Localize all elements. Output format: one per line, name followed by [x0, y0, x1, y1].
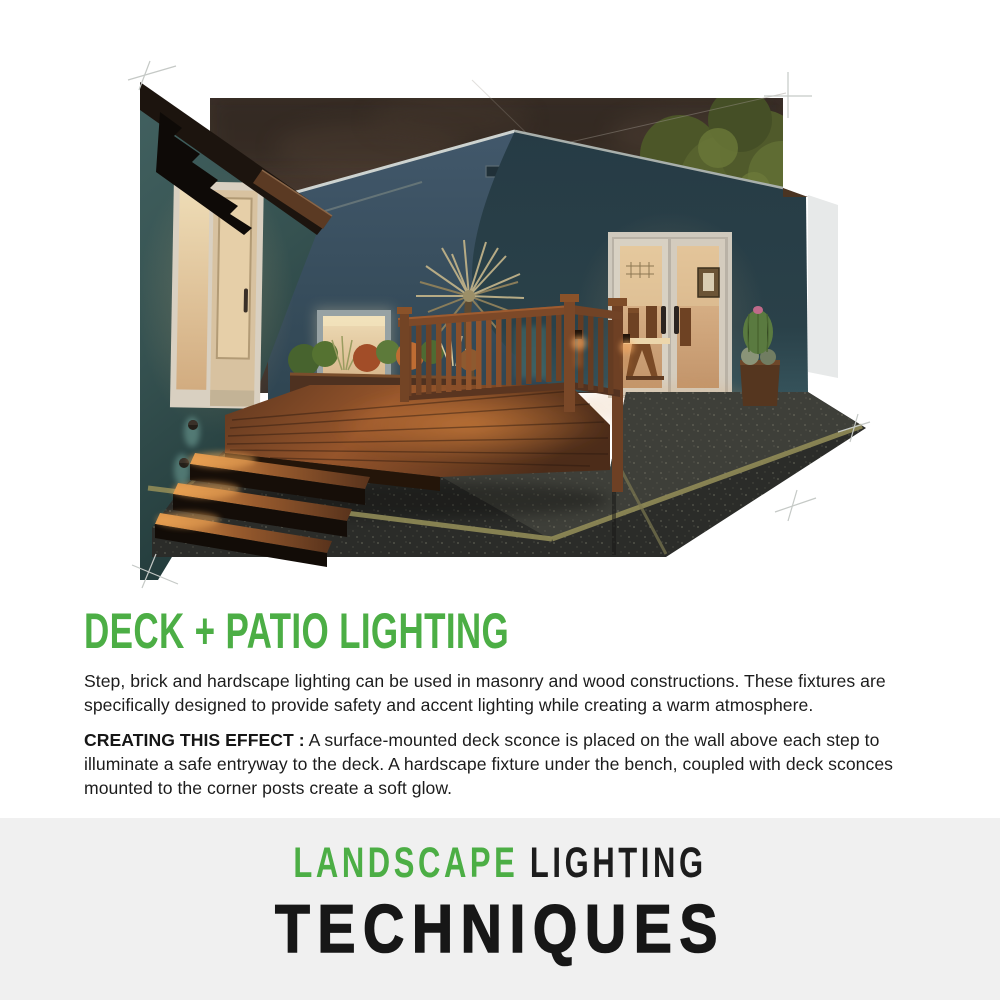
deck-patio-rendering: [120, 60, 880, 590]
effect-lead-in: CREATING THIS EFFECT :: [84, 730, 305, 750]
text-section: [84, 603, 924, 811]
footer-band: [0, 818, 1000, 1000]
step-sconce: [174, 454, 190, 486]
brand-word-landscape: LANDSCAPE: [293, 839, 519, 887]
body-paragraph-2: [84, 728, 924, 800]
effect-description: A surface-mounted deck sconce is placed on the wall above each step to illuminate a safe entryway to the deck. A hardscape fixture under the bench, coupled with deck sconces mounted to the corner posts create a soft glow.: [84, 730, 894, 798]
brand-line: [140, 839, 860, 887]
deck-patio-illustration: [120, 60, 880, 590]
door-handle: [244, 288, 248, 312]
body-paragraph-1: Step, brick and hardscape lighting can be used in masonry and wood constructions. These fixtures are specifically designed to provide safety and accent lighting while creating a warm atmosphere.: [84, 671, 886, 715]
brand-word-lighting: LIGHTING: [529, 839, 707, 887]
door-handle: [661, 306, 666, 334]
step-sconce: [184, 417, 200, 447]
door-handle: [674, 306, 679, 334]
page-panel: [808, 195, 838, 378]
section-heading: DECK + PATIO LIGHTING: [84, 603, 510, 659]
footer-title: TECHNIQUES: [274, 891, 726, 967]
